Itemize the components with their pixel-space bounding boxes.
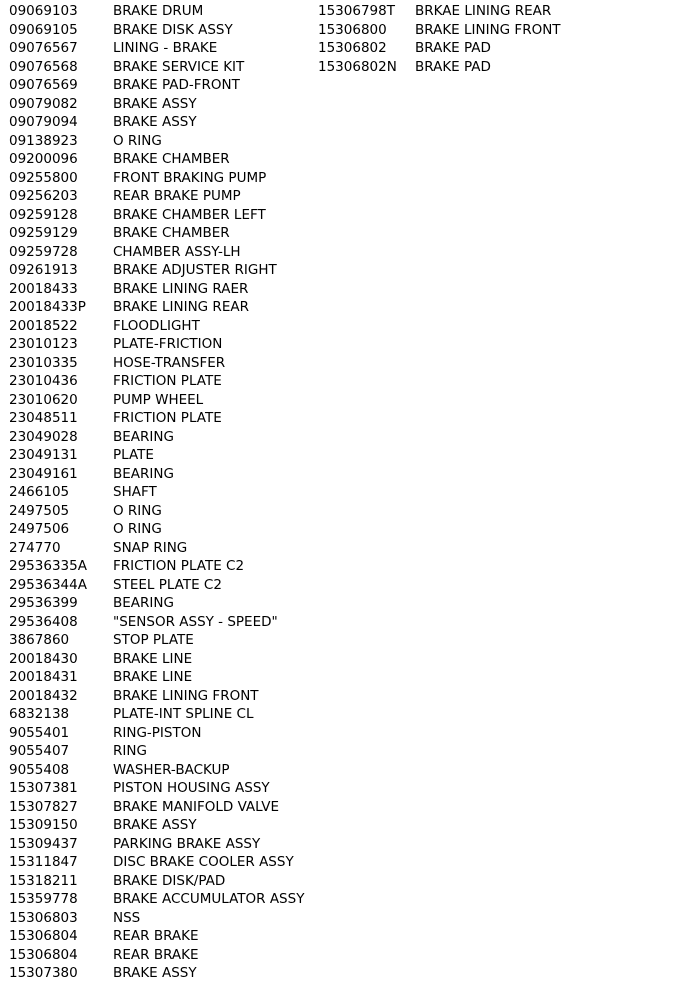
- part-number: 09259728: [9, 243, 78, 260]
- part-description: BRAKE PAD-FRONT: [113, 77, 240, 93]
- part-number: 09138923: [9, 132, 78, 149]
- part-number: 2466105: [9, 484, 70, 500]
- part-description: RING: [113, 743, 147, 759]
- part-number: 9055401: [9, 724, 70, 741]
- part-number: 29536399: [9, 595, 78, 611]
- part-number: 29536335A: [9, 558, 87, 574]
- part-number: 15306803: [9, 909, 78, 926]
- part-number: 20018431: [9, 669, 78, 685]
- part-description: BRAKE SERVICE KIT: [113, 58, 245, 75]
- part-number: 23010123: [9, 336, 78, 352]
- part-description: PLATE: [113, 447, 154, 463]
- part-number: 15318211: [9, 872, 78, 889]
- part-description: WASHER-BACKUP: [113, 761, 230, 778]
- part-description: BRKAE LINING REAR: [415, 3, 552, 19]
- part-description: PLATE-INT SPLINE CL: [113, 706, 254, 722]
- part-number: 09076569: [9, 77, 78, 93]
- part-number: 23049161: [9, 465, 78, 482]
- part-number: 09076567: [9, 40, 78, 56]
- part-description: CHAMBER ASSY-LH: [113, 243, 241, 260]
- part-number: 15359778: [9, 891, 78, 907]
- part-number: 15306802: [318, 40, 387, 56]
- part-number: 09069105: [9, 21, 78, 38]
- part-number: 20018433P: [9, 299, 86, 315]
- part-number: 15309150: [9, 817, 78, 833]
- part-description: BRAKE CHAMBER: [113, 225, 230, 241]
- part-number: 09079082: [9, 95, 78, 112]
- part-description: BRAKE PAD: [415, 58, 491, 75]
- part-number: 09261913: [9, 262, 78, 278]
- part-number: 20018433: [9, 280, 78, 297]
- part-description: STEEL PLATE C2: [113, 576, 222, 593]
- part-description: O RING: [113, 132, 162, 149]
- part-description: BRAKE LINE: [113, 650, 193, 667]
- part-number: 15306802N: [318, 58, 397, 75]
- part-description: BRAKE DISK ASSY: [113, 21, 233, 38]
- part-number: 23048511: [9, 410, 78, 426]
- part-description: SHAFT: [113, 484, 157, 500]
- part-description: FRONT BRAKING PUMP: [113, 169, 267, 186]
- part-number: 9055408: [9, 761, 70, 778]
- part-description: FLOODLIGHT: [113, 317, 200, 334]
- part-description: BRAKE PAD: [415, 40, 491, 56]
- part-number: 09079094: [9, 114, 78, 130]
- part-description: O RING: [113, 521, 162, 537]
- part-number: 2497505: [9, 502, 70, 519]
- part-number: 09255800: [9, 169, 78, 186]
- part-number: 09069103: [9, 3, 78, 19]
- part-number: 20018430: [9, 650, 78, 667]
- part-description: BRAKE DRUM: [113, 3, 204, 19]
- part-description: BRAKE ASSY: [113, 95, 197, 112]
- part-number: 15307380: [9, 965, 78, 981]
- part-number: 6832138: [9, 706, 70, 722]
- part-number: 274770: [9, 539, 61, 556]
- part-description: O RING: [113, 502, 162, 519]
- part-number: 15309437: [9, 835, 78, 852]
- part-description: RING-PISTON: [113, 724, 202, 741]
- part-number: 2497506: [9, 521, 70, 537]
- part-number: 23049131: [9, 447, 78, 463]
- part-number: 09200096: [9, 151, 78, 167]
- part-number: 15306800: [318, 21, 387, 38]
- part-description: BRAKE MANIFOLD VALVE: [113, 798, 279, 815]
- part-description: BEARING: [113, 465, 174, 482]
- part-description: FRICTION PLATE: [113, 373, 222, 389]
- part-description: "SENSOR ASSY - SPEED": [113, 613, 278, 630]
- part-number: 15307827: [9, 798, 78, 815]
- part-description: PLATE-FRICTION: [113, 336, 223, 352]
- part-description: PARKING BRAKE ASSY: [113, 835, 261, 852]
- part-description: DISC BRAKE COOLER ASSY: [113, 854, 294, 870]
- part-description: NSS: [113, 909, 141, 926]
- part-number: 09256203: [9, 188, 78, 204]
- part-number: 29536408: [9, 613, 78, 630]
- part-description: BEARING: [113, 595, 174, 611]
- part-description: LINING - BRAKE: [113, 40, 218, 56]
- part-description: BRAKE CHAMBER: [113, 151, 230, 167]
- part-number: 29536344A: [9, 576, 87, 593]
- part-description: PUMP WHEEL: [113, 391, 204, 408]
- part-number: 15306804: [9, 928, 78, 944]
- part-description: REAR BRAKE: [113, 928, 199, 944]
- part-description: PISTON HOUSING ASSY: [113, 780, 270, 796]
- part-description: BRAKE LINING REAR: [113, 299, 249, 315]
- part-description: BRAKE CHAMBER LEFT: [113, 206, 266, 223]
- part-number: 9055407: [9, 743, 70, 759]
- part-description: BRAKE LINING FRONT: [113, 687, 259, 704]
- part-description: BRAKE LINING RAER: [113, 280, 249, 297]
- part-description: BRAKE ACCUMULATOR ASSY: [113, 891, 305, 907]
- part-description: REAR BRAKE: [113, 946, 199, 963]
- part-number: 15311847: [9, 854, 78, 870]
- part-description: STOP PLATE: [113, 632, 194, 648]
- part-description: BEARING: [113, 428, 174, 445]
- part-number: 3867860: [9, 632, 70, 648]
- part-number: 09259129: [9, 225, 78, 241]
- part-number: 09076568: [9, 58, 78, 75]
- part-description: BRAKE ASSY: [113, 114, 197, 130]
- part-description: BRAKE ASSY: [113, 817, 197, 833]
- part-number: 15307381: [9, 780, 78, 796]
- part-number: 20018522: [9, 317, 78, 334]
- part-number: 23010335: [9, 354, 78, 371]
- part-number: 23010436: [9, 373, 78, 389]
- part-number: 15306804: [9, 946, 78, 963]
- part-description: FRICTION PLATE: [113, 410, 222, 426]
- part-description: BRAKE ADJUSTER RIGHT: [113, 262, 277, 278]
- part-description: REAR BRAKE PUMP: [113, 188, 241, 204]
- part-number: 23049028: [9, 428, 78, 445]
- part-description: FRICTION PLATE C2: [113, 558, 245, 574]
- part-description: BRAKE LINING FRONT: [415, 21, 561, 38]
- part-number: 23010620: [9, 391, 78, 408]
- part-description: SNAP RING: [113, 539, 188, 556]
- part-description: HOSE-TRANSFER: [113, 354, 226, 371]
- part-description: BRAKE LINE: [113, 669, 193, 685]
- part-description: BRAKE DISK/PAD: [113, 872, 226, 889]
- part-number: 15306798T: [318, 3, 395, 19]
- part-description: BRAKE ASSY: [113, 965, 197, 981]
- part-number: 20018432: [9, 687, 78, 704]
- part-number: 09259128: [9, 206, 78, 223]
